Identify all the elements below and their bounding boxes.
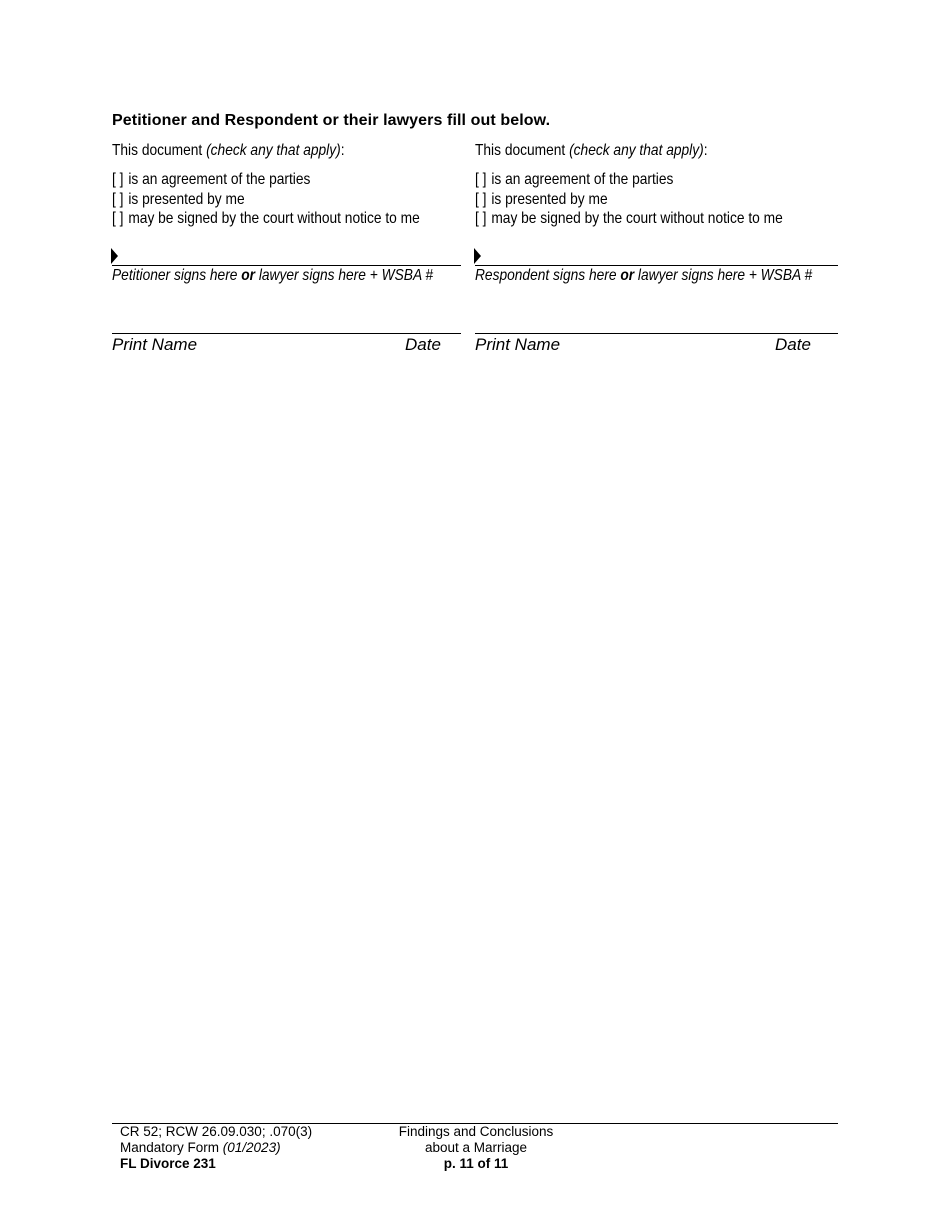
option-list <box>475 170 783 229</box>
intro-suffix: : <box>340 142 345 159</box>
option-presented[interactable] <box>475 190 783 210</box>
option-label: is presented by me <box>491 190 608 208</box>
checkbox[interactable]: [ ] <box>112 210 124 227</box>
signature-line[interactable] <box>112 265 461 266</box>
print-name-line[interactable] <box>475 333 838 334</box>
caption-part: Petitioner signs here <box>112 267 242 284</box>
option-no-notice[interactable] <box>475 209 783 229</box>
document-intro <box>475 142 708 160</box>
signature-caption <box>112 267 433 285</box>
option-label: is an agreement of the parties <box>128 171 311 188</box>
checkbox[interactable]: [ ] <box>475 210 487 227</box>
option-label: may be signed by the court without notice to me <box>491 210 783 227</box>
intro-suffix: : <box>703 142 708 159</box>
caption-or: or <box>241 267 256 284</box>
option-list <box>112 170 420 229</box>
mandatory-form-label: Mandatory Form <box>120 1140 223 1155</box>
intro-italic: (check any that apply) <box>206 142 341 159</box>
print-name-label: Print Name <box>475 335 561 354</box>
caption-or: or <box>620 267 635 284</box>
mandatory-form-date: (01/2023) <box>222 1140 281 1155</box>
footer-form-id: FL Divorce 231 <box>120 1156 216 1171</box>
option-label: may be signed by the court without notice to me <box>128 210 420 227</box>
caption-part: lawyer signs here + WSBA # <box>634 267 813 284</box>
option-label: is presented by me <box>128 190 245 208</box>
checkbox[interactable]: [ ] <box>112 190 124 208</box>
footer-citation: CR 52; RCW 26.09.030; .070(3) <box>120 1124 313 1139</box>
date-label: Date <box>405 335 441 354</box>
option-agreement[interactable] <box>112 170 420 190</box>
option-agreement[interactable] <box>475 170 783 190</box>
option-no-notice[interactable] <box>112 209 420 229</box>
checkbox[interactable]: [ ] <box>475 190 487 208</box>
print-name-label: Print Name <box>112 335 198 354</box>
caption-part: Respondent signs here <box>475 267 621 284</box>
signature-caption <box>475 267 812 285</box>
document-intro <box>112 142 345 160</box>
footer-title-line1: Findings and Conclusions <box>398 1124 554 1139</box>
section-heading: Petitioner and Respondent or their lawyers fill out below. <box>112 112 551 129</box>
checkbox[interactable]: [ ] <box>475 171 487 188</box>
footer-mandatory-form <box>120 1140 312 1156</box>
footer-page-number: p. 11 of 11 <box>443 1156 509 1171</box>
caption-part: lawyer signs here + WSBA # <box>255 267 434 284</box>
footer-form-info <box>120 1124 312 1172</box>
option-label: is an agreement of the parties <box>491 171 674 188</box>
intro-prefix: This document <box>475 142 570 159</box>
intro-prefix: This document <box>112 142 207 159</box>
footer-document-title <box>376 1124 576 1172</box>
footer-title-line2: about a Marriage <box>424 1140 528 1155</box>
date-label: Date <box>775 335 811 354</box>
print-name-line[interactable] <box>112 333 461 334</box>
signature-arrow-icon <box>474 248 481 264</box>
signature-line[interactable] <box>475 265 838 266</box>
signature-arrow-icon <box>111 248 118 264</box>
intro-italic: (check any that apply) <box>569 142 704 159</box>
option-presented[interactable] <box>112 190 420 210</box>
checkbox[interactable]: [ ] <box>112 171 124 188</box>
